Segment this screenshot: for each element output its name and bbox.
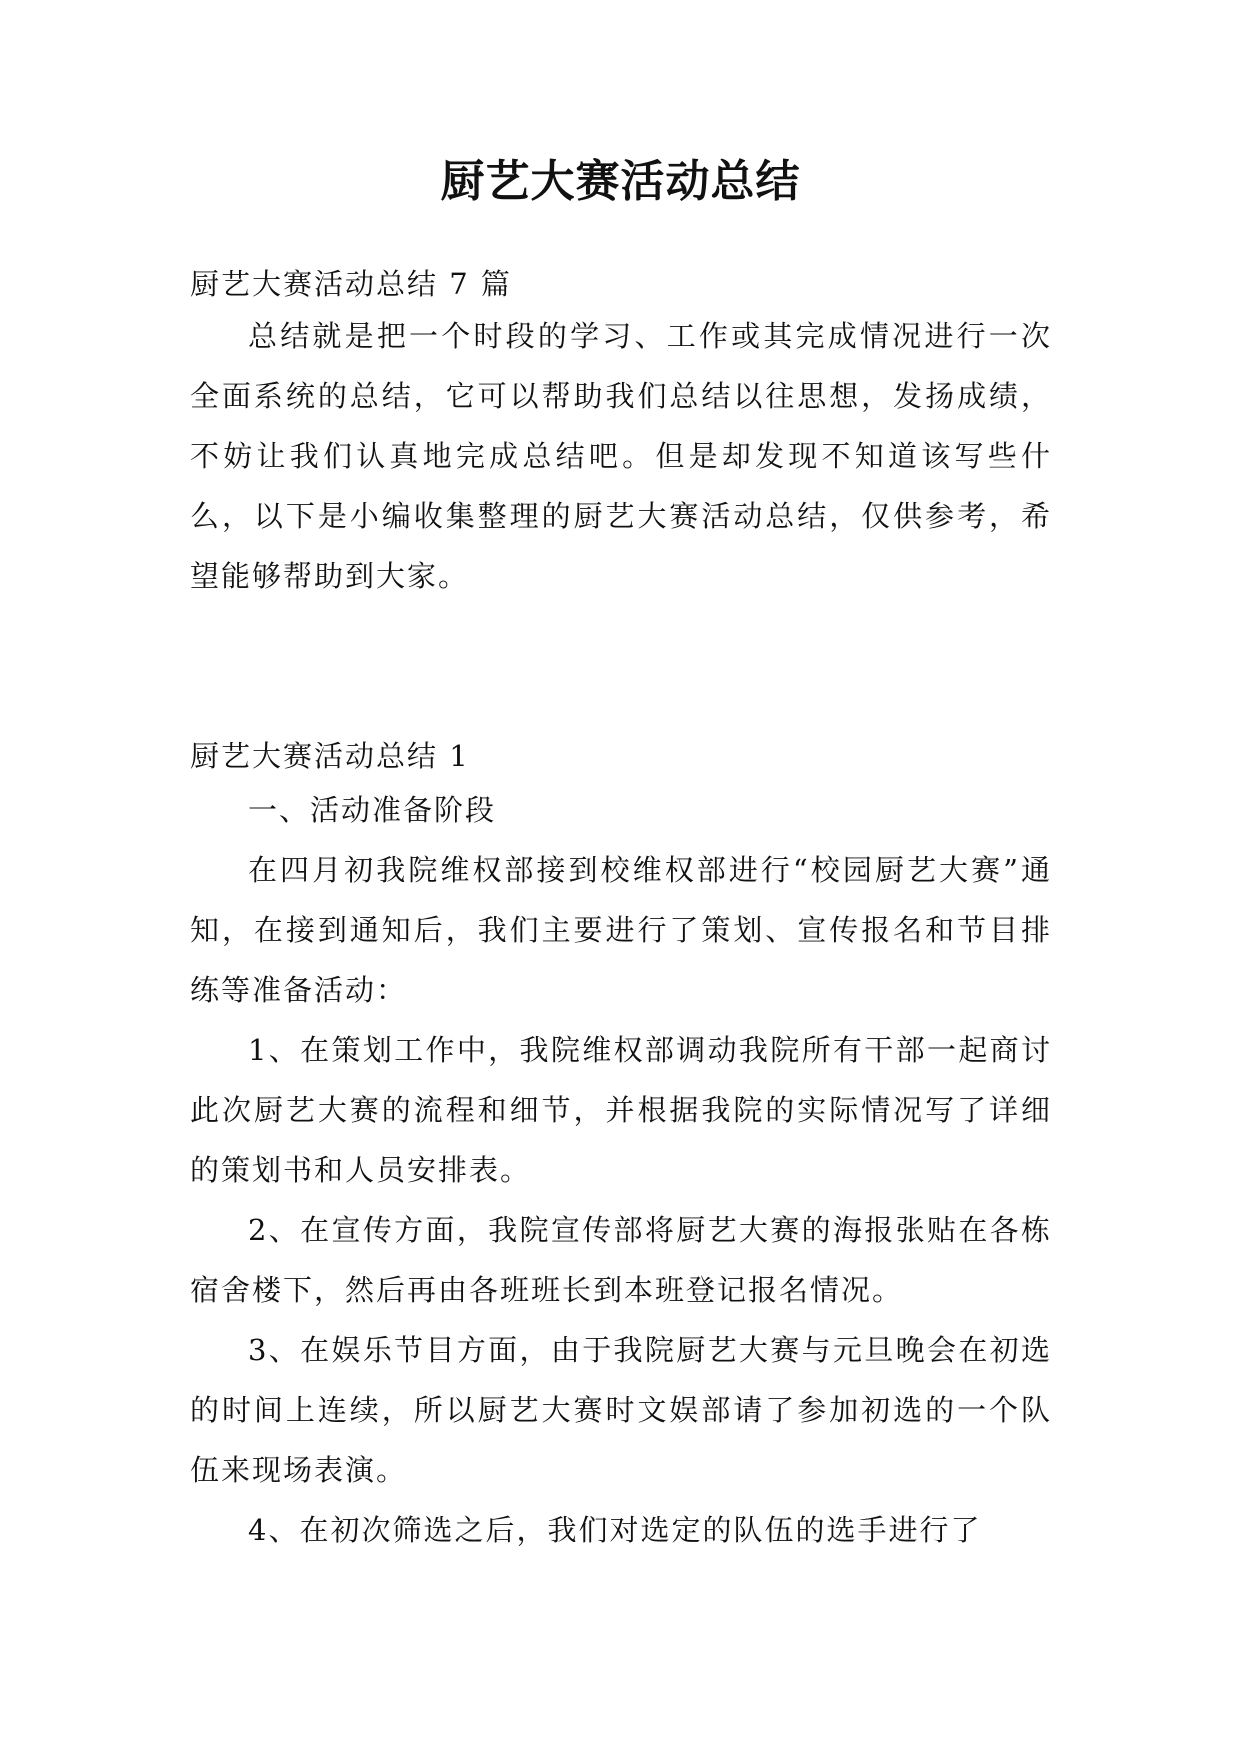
paragraph-notice: 在四月初我院维权部接到校维权部进行“校园厨艺大赛”通知，在接到通知后，我们主要进行了策划、宣传报名和节目排练等准备活动： xyxy=(190,853,1052,1007)
document-title: 厨艺大赛活动总结 xyxy=(440,156,801,207)
paragraph-planning: 1、在策划工作中，我院维权部调动我院所有干部一起商讨此次厨艺大赛的流程和细节，并根据我院的实际情况写了详细的策划书和人员安排表。 xyxy=(190,1033,1052,1187)
paragraph-entertainment: 3、在娱乐节目方面，由于我院厨艺大赛与元旦晚会在初选的时间上连续，所以厨艺大赛时文娱部请了参加初选的一个队伍来现场表演。 xyxy=(190,1333,1052,1487)
intro-paragraph: 总结就是把一个时段的学习、工作或其完成情况进行一次全面系统的总结，它可以帮助我们总结以往思想，发扬成绩，不妨让我们认真地完成总结吧。但是却发现不知道该写些什么，以下是小编收集整理的厨艺大赛活动总结，仅供参考，希望能够帮助到大家。 xyxy=(190,319,1052,593)
collection-heading: 厨艺大赛活动总结 7 篇 xyxy=(190,267,512,301)
section-body xyxy=(190,780,1052,1560)
intro-block xyxy=(190,306,1052,606)
section-heading: 厨艺大赛活动总结 1 xyxy=(190,739,470,773)
paragraph-stage-heading: 一、活动准备阶段 xyxy=(248,793,497,827)
paragraph-screening: 4、在初次筛选之后，我们对选定的队伍的选手进行了 xyxy=(248,1513,982,1547)
paragraph-publicity: 2、在宣传方面，我院宣传部将厨艺大赛的海报张贴在各栋宿舍楼下，然后再由各班班长到本班登记报名情况。 xyxy=(190,1213,1052,1307)
